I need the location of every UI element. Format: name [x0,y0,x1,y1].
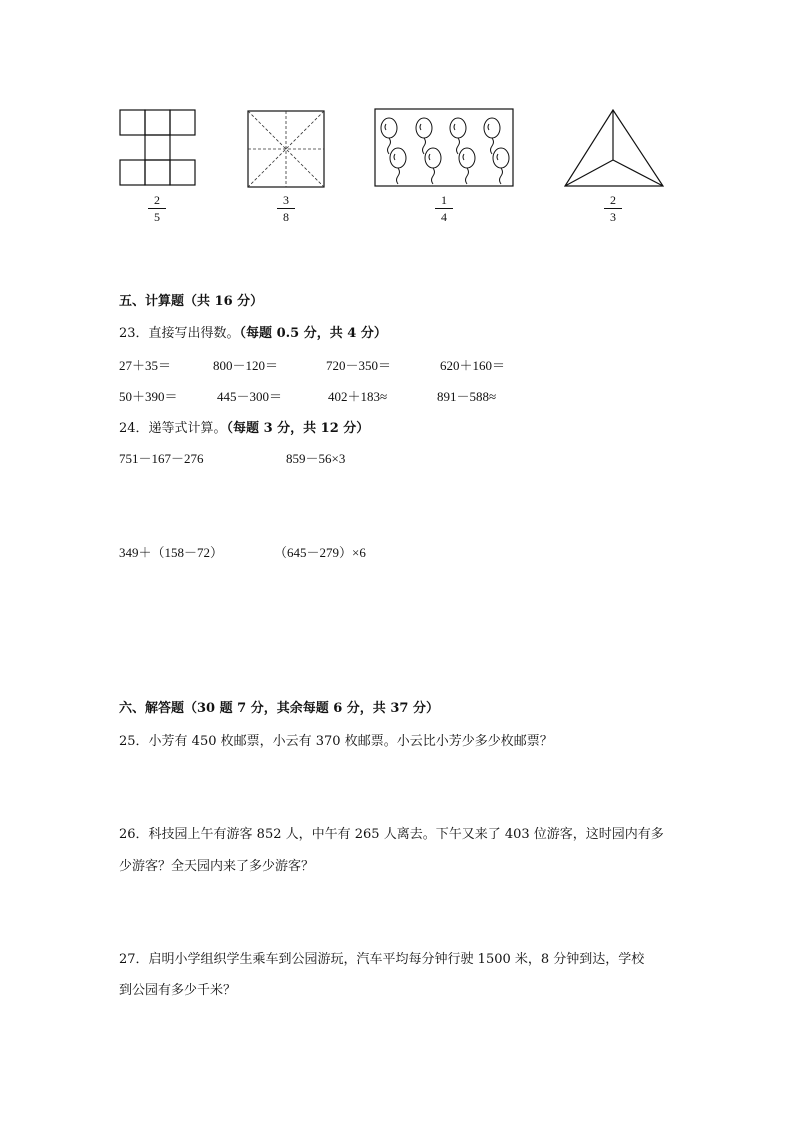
octant-fraction [274,193,298,224]
q26-text-line2: 少游客？全天园内来了多少游客？ [119,859,315,874]
fraction-numerator: 2 [154,193,160,207]
q23-text: 23．直接写出得数。 [119,326,240,341]
fraction-bar [435,208,453,209]
fraction-denominator: 4 [441,210,447,224]
fraction-numerator: 3 [283,193,289,207]
q24-expr-a: 751－167－276 [119,451,204,466]
fraction-denominator: 8 [283,210,289,224]
fraction-bar [277,208,295,209]
q23-item-2: 800－120＝ [213,358,279,373]
balloons-fraction [432,193,456,224]
triangle-fraction [601,193,625,224]
triangle-figure [563,108,665,188]
section5-title: 五、计算题（共 16 分） [119,294,264,309]
q23-item-3: 720－350＝ [326,358,392,373]
balloons-figure [374,108,514,188]
q24-text: 24．递等式计算。 [119,421,227,436]
fraction-denominator: 3 [610,210,616,224]
q23-item-5: 50＋390＝ [119,389,178,404]
q23-item-8: 891－588≈ [437,389,497,404]
fraction-bar [148,208,166,209]
q24-expr-b: 859－56×3 [286,451,346,466]
fraction-denominator: 5 [154,210,160,224]
q24-expr-d: （645－279）×6 [274,545,366,560]
q24-heading [119,417,369,436]
squares-figure [118,108,198,188]
q23-item-1: 27＋35＝ [119,358,172,373]
section6-title: 六、解答题（30 题 7 分，其余每题 6 分，共 37 分） [119,701,439,716]
q23-heading [119,322,387,341]
q23-item-7: 402＋183≈ [328,389,388,404]
octant-square-figure [247,110,325,188]
q24-expr-c: 349＋（158－72） [119,545,224,560]
fraction-numerator: 2 [610,193,616,207]
fraction-bar [604,208,622,209]
q26-text-line1: 26．科技园上午有游客 852 人，中午有 265 人离去。下午又来了 403 位游客，这时园内有多 [119,827,664,842]
squares-fraction [145,193,169,224]
q27-text-line1: 27．启明小学组织学生乘车到公园游玩，汽车平均每分钟行驶 1500 米，8 分钟到达，学校 [119,952,645,967]
q25-text: 25．小芳有 450 枚邮票，小云有 370 枚邮票。小云比小芳少多少枚邮票？ [119,734,553,749]
q24-note: （每题 3 分，共 12 分） [226,421,370,436]
q23-item-6: 445－300＝ [217,389,283,404]
fraction-numerator: 1 [441,193,447,207]
q23-note: （每题 0.5 分，共 4 分） [239,326,387,341]
q27-text-line2: 到公园有多少千米？ [119,983,237,998]
q23-item-4: 620＋160＝ [440,358,506,373]
